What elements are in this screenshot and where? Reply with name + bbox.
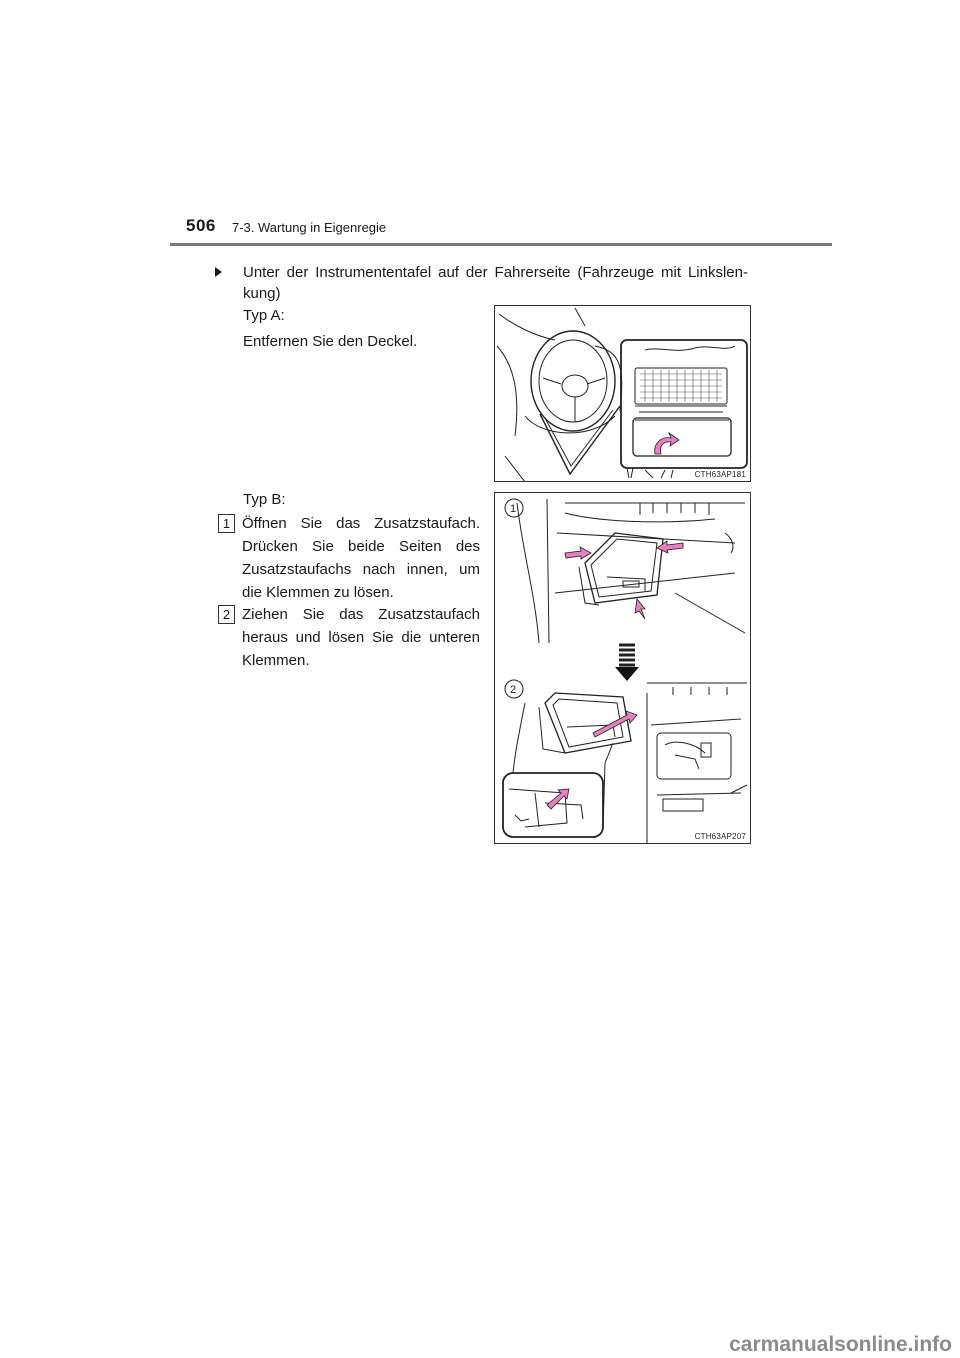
- push-arrow-left-icon: [565, 547, 591, 559]
- figure-marker-2: 2: [510, 684, 517, 696]
- fuse-box-cover-illustration: [495, 306, 751, 482]
- bullet-heading: [224, 262, 748, 304]
- page-number: 506: [186, 216, 216, 235]
- push-arrow-right-icon: [657, 541, 683, 553]
- figure-type-b: [494, 492, 751, 844]
- step-text: Öffnen Sie das Zusatzstaufach. Drücken Sie beide Seiten des Zusatzstaufachs nach innen, um die Klemmen zu lösen.: [242, 515, 480, 601]
- figure-code: CTH63AP207: [694, 832, 746, 841]
- figure-marker-1: 1: [510, 503, 517, 515]
- lift-arrow-icon: [655, 433, 679, 454]
- down-arrow-icon: [615, 667, 639, 681]
- step-1: [218, 512, 480, 604]
- section-title: 7-3. Wartung in Eigenregie: [232, 220, 387, 235]
- step-number-badge: 2: [218, 605, 235, 624]
- step-text: Ziehen Sie das Zusatzstaufach heraus und lösen Sie die unteren Klemmen.: [242, 606, 480, 669]
- type-a-instruction: Entfernen Sie den Deckel.: [243, 333, 418, 350]
- step-number-badge: 1: [218, 514, 235, 533]
- figure-type-a: [494, 305, 751, 482]
- pull-arrow-icon: [593, 711, 637, 737]
- figure-code: CTH63AP181: [694, 470, 746, 479]
- step-2: [218, 603, 480, 672]
- header-divider: [170, 243, 832, 246]
- type-a-label: Typ A:: [243, 307, 285, 324]
- watermark: carmanualsonline.info: [729, 1333, 952, 1356]
- bullet-heading-text: Unter der Instrumententafel auf der Fahrerseite (Fahrzeuge mit Linkslen-kung): [243, 264, 748, 302]
- type-b-label: Typ B:: [243, 491, 286, 508]
- pull-arrow-down-icon: [635, 599, 645, 619]
- triangle-bullet-icon: [215, 267, 222, 277]
- glove-box-removal-illustration: [495, 493, 751, 844]
